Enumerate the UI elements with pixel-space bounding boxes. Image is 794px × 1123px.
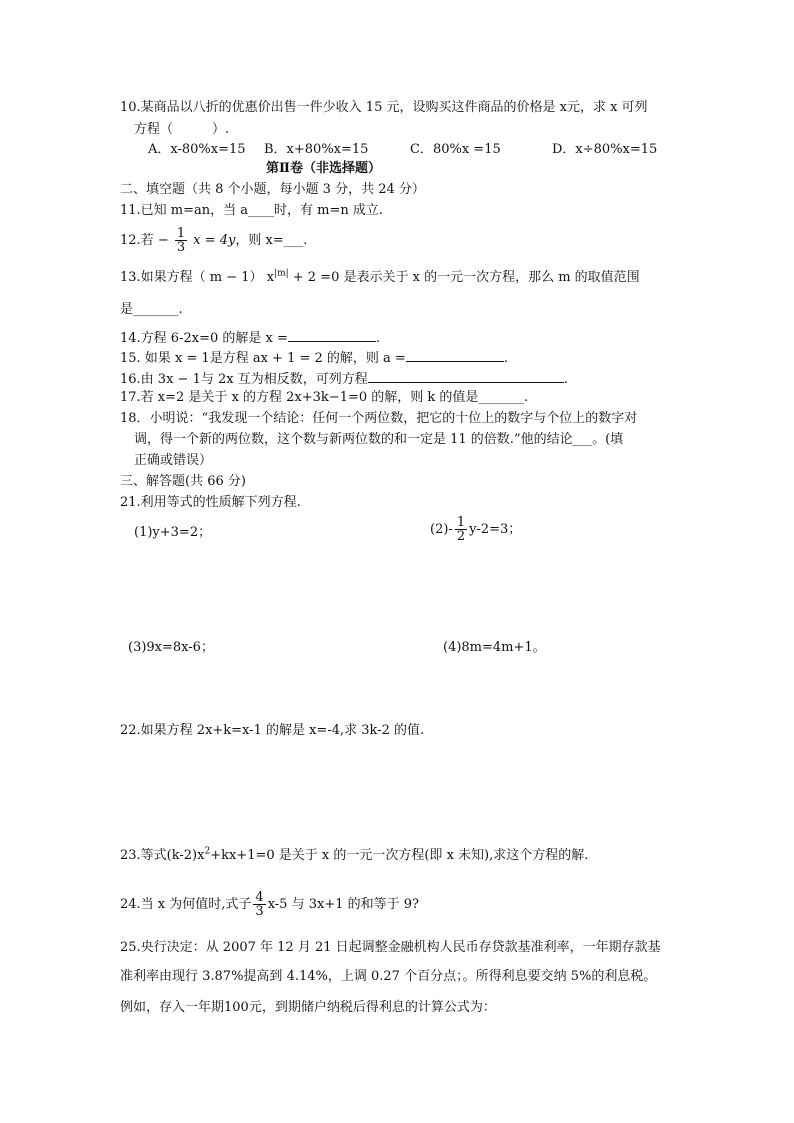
q25-line3: 例如，存入一年期100元，到期储户纳税后得利息的计算公式为： bbox=[120, 1000, 496, 1015]
q21-part2-suffix: y-2=3； bbox=[469, 522, 522, 537]
q13-line1 bbox=[120, 270, 640, 286]
q14 bbox=[120, 329, 380, 347]
q24-prefix: 24.当 x 为何值时,式子 bbox=[120, 897, 252, 912]
q23-suffix: +kx+1=0 是关于 x 的一元一次方程(即 x 未知),求这个方程的解. bbox=[210, 848, 589, 863]
q16-end: . bbox=[563, 372, 568, 387]
q16 bbox=[120, 370, 568, 388]
q12-fraction bbox=[175, 227, 187, 254]
q23 bbox=[120, 848, 588, 864]
q22: 22.如果方程 2x+k=x-1 的解是 x=-4,求 3k-2 的值. bbox=[120, 723, 425, 738]
q12-suffix: ，则 x=___. bbox=[235, 233, 308, 248]
q10-line2: 方程（ ）. bbox=[134, 122, 230, 137]
q18-line3: 正确或错误） bbox=[134, 453, 213, 468]
q14-blank bbox=[288, 329, 376, 342]
q14-end: . bbox=[375, 331, 380, 346]
q10-option-a: A．x-80%x=15 bbox=[148, 142, 246, 157]
q17: 17.若 x=2 是关于 x 的方程 2x+3k−1=0 的解，则 k 的值是_______. bbox=[120, 390, 529, 405]
q24-denominator: 3 bbox=[255, 904, 264, 919]
q15-blank bbox=[406, 349, 504, 362]
q13-exponent: |m| bbox=[274, 268, 289, 279]
q24 bbox=[120, 888, 419, 922]
q12-prefix: 12.若 bbox=[120, 233, 154, 248]
q21-part4: (4)8m=4m+1。 bbox=[443, 640, 546, 655]
q10-option-d: D．x÷80%x=15 bbox=[552, 142, 658, 157]
part2-title: 第Ⅱ卷（非选择题） bbox=[266, 161, 381, 176]
q15 bbox=[120, 349, 508, 367]
q16-blank bbox=[368, 370, 564, 383]
q12 bbox=[120, 226, 307, 256]
q10-line1: 10.某商品以八折的优惠价出售一件少收入 15 元，设购买这件商品的价格是 x元，求 x 可列 bbox=[120, 100, 648, 115]
q18-line2: 调，得一个新的两位数，这个数与新两位数的和一定是 11 的倍数.”他的结论___。(填 bbox=[134, 432, 624, 447]
section3-heading: 三、解答题(共 66 分) bbox=[120, 474, 246, 489]
q21-part2 bbox=[430, 515, 521, 545]
q21-part1: (1)y+3=2； bbox=[134, 525, 212, 540]
q12-denominator: 3 bbox=[176, 240, 186, 255]
q15-text: 15. 如果 x = 1是方程 ax + 1 = 2 的解，则 a = bbox=[120, 351, 406, 366]
q11: 11.已知 m=an，当 a____时，有 m=n 成立. bbox=[120, 203, 384, 218]
q21-part3: (3)9x=8x-6； bbox=[128, 640, 214, 655]
q21-title: 21.利用等式的性质解下列方程. bbox=[120, 495, 301, 510]
q25-line1: 25.央行决定：从 2007 年 12 月 21 日起调整金融机构人民币存贷款基准利率，一年期存款基 bbox=[120, 940, 661, 955]
q21-part2-numerator: 1 bbox=[456, 515, 466, 530]
section2-heading: 二、填空题（共 8 个小题，每小题 3 分，共 24 分） bbox=[120, 182, 425, 197]
q21-part2-fraction bbox=[455, 516, 467, 543]
q24-fraction bbox=[253, 891, 265, 918]
q21-part2-denominator: 2 bbox=[456, 529, 466, 544]
q14-text: 14.方程 6-2x=0 的解是 x = bbox=[120, 331, 288, 346]
q16-text: 16.由 3x − 1与 2x 互为相反数，可列方程 bbox=[120, 372, 368, 387]
q23-prefix: 23.等式(k-2)x bbox=[120, 848, 205, 863]
q12-minus: − bbox=[157, 233, 169, 248]
q18-line1: 18．小明说：“我发现一个结论：任何一个两位数，把它的十位上的数字与个位上的数字对 bbox=[120, 411, 638, 426]
q15-end: . bbox=[503, 351, 508, 366]
q10-option-c: C．80%x =15 bbox=[410, 142, 501, 157]
q25-line2: 准利率由现行 3.87%提高到 4.14%，上调 0.27 个百分点；。所得利息要交纳 5%的利息税。 bbox=[120, 969, 657, 984]
q12-equation: x = 4y bbox=[193, 233, 236, 248]
q13-middle: + 2 =0 是表示关于 x 的一元一次方程，那么 m 的取值范围 bbox=[288, 270, 640, 285]
q10-option-b: B．x+80%x=15 bbox=[264, 142, 369, 157]
q23-exponent: 2 bbox=[204, 846, 211, 857]
q24-numerator: 4 bbox=[255, 890, 264, 905]
q13-line2: 是_______. bbox=[120, 302, 183, 317]
q12-numerator: 1 bbox=[176, 226, 186, 241]
q13-prefix: 13.如果方程（ m − 1） x bbox=[120, 270, 275, 285]
q24-suffix: x-5 与 3x+1 的和等于 9? bbox=[267, 897, 419, 912]
q21-part2-prefix: (2)- bbox=[430, 522, 453, 537]
